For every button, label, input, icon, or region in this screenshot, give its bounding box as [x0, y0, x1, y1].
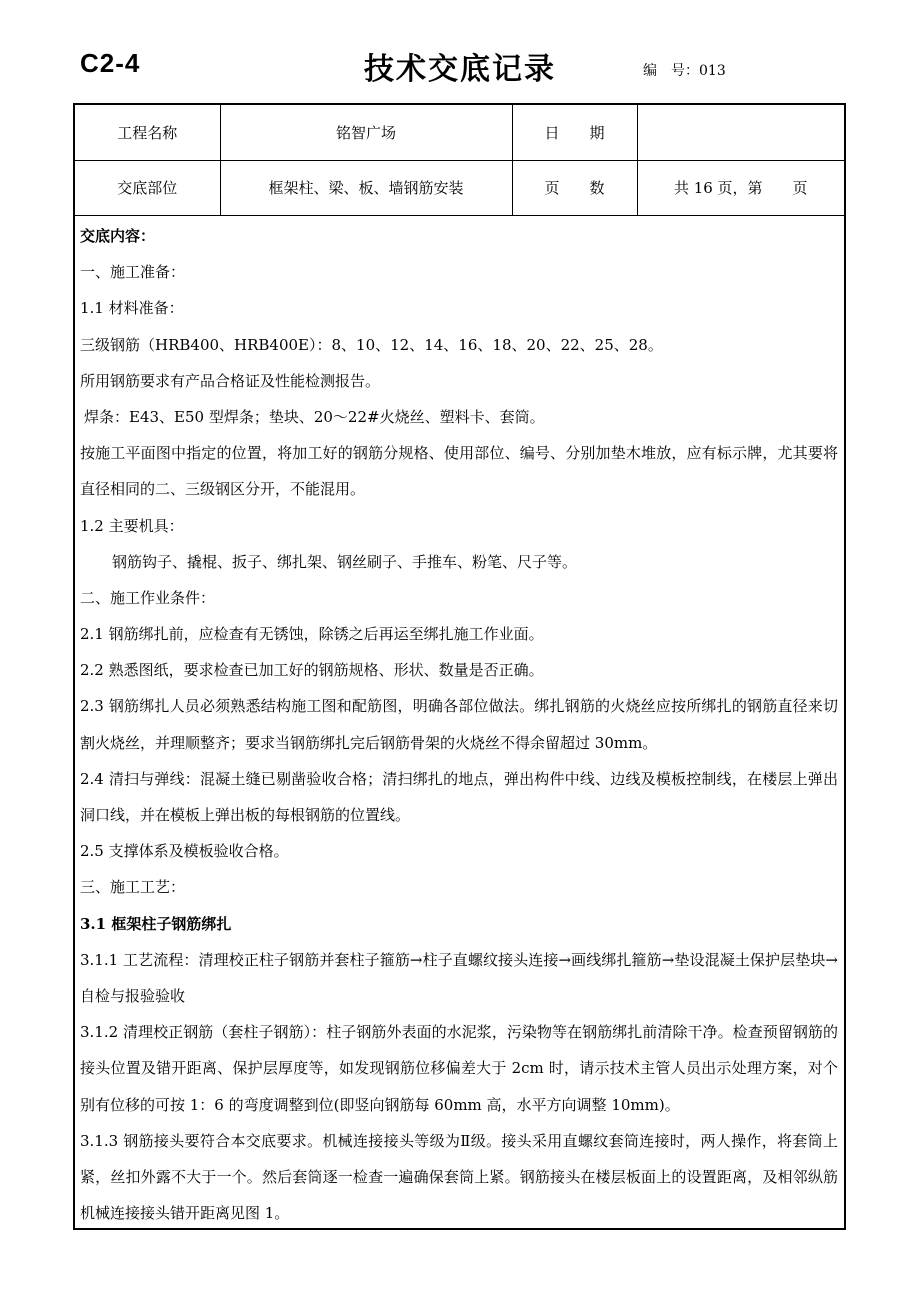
paragraph: 3.1.2 清理校正钢筋（套柱子钢筋）：柱子钢筋外表面的水泥浆，污染物等在钢筋绑扎前清除干净。检查预留钢筋的接头位置及错开距离、保护层厚度等，如发现钢筋位移偏差大于 2cm 时，请示技术主管人员出示处理方案，对个别有位移的可按 1：6 的弯度调整到位(即竖向钢筋每 60mm 高，水平方向调整 10mm)。 [80, 1023, 838, 1114]
project-name-value: 铭智广场 [220, 105, 512, 160]
subsection-heading: 3.1 框架柱子钢筋绑扎 [80, 914, 232, 933]
part-label: 交底部位 [75, 160, 220, 215]
part-value: 框架柱、梁、板、墙钢筋安装 [220, 160, 512, 215]
form-code: C2-4 [80, 48, 141, 78]
subsection-heading: 1.2 主要机具： [80, 516, 184, 535]
section-heading: 二、施工作业条件： [80, 588, 216, 607]
project-name-label: 工程名称 [75, 105, 220, 160]
paragraph: 3.1.1 工艺流程：清理校正柱子钢筋并套柱子箍筋→柱子直螺纹接头连接→画线绑扎箍筋→垫设混凝土保护层垫块→自检与报验验收 [80, 950, 838, 1006]
date-label: 日 期 [512, 105, 637, 160]
section-heading: 三、施工工艺： [80, 878, 186, 897]
paragraph: 3.1.3 钢筋接头要符合本交底要求。机械连接接头等级为Ⅱ级。接头采用直螺纹套筒连接时，两人操作，将套筒上紧，丝扣外露不大于一个。然后套筒逐一检查一遍确保套筒上紧。钢筋接头在楼层板面上的设置距离，及相邻纵筋机械连接接头错开距离见图 1。 [80, 1131, 838, 1223]
section-heading: 一、施工准备： [80, 263, 186, 282]
record-number: 编 号：013 [643, 63, 726, 79]
paragraph: 2.4 清扫与弹线：混凝土缝已剔凿验收合格；清扫绑扎的地点，弹出构件中线、边线及模板控制线，在楼层上弹出洞口线，并在模板上弹出板的每根钢筋的位置线。 [80, 769, 838, 825]
paragraph: 2.2 熟悉图纸，要求检查已加工好的钢筋规格、形状、数量是否正确。 [80, 661, 544, 680]
paragraph: 三级钢筋（HRB400、HRB400E）：8、10、12、14、16、18、20、22、25、28。 [80, 335, 663, 354]
paragraph: 按施工平面图中指定的位置，将加工好的钢筋分规格、使用部位、编号、分别加垫木堆放，应有标示牌，尤其要将直径相同的二、三级钢区分开，不能混用。 [80, 444, 838, 499]
paragraph: 钢筋钩子、撬棍、扳子、绑扎架、钢丝刷子、手推车、粉笔、尺子等。 [112, 552, 578, 571]
content-body [80, 218, 838, 1231]
date-value [637, 105, 844, 160]
paragraph: 焊条：E43、E50 型焊条；垫块、20～22#火烧丝、塑料卡、套筒。 [84, 407, 545, 426]
paragraph: 2.3 钢筋绑扎人员必须熟悉结构施工图和配筋图，明确各部位做法。绑扎钢筋的火烧丝应按所绑扎的钢筋直径来切割火烧丝，并理顺整齐；要求当钢筋绑扎完后钢筋骨架的火烧丝不得余留超过 30mm。 [80, 697, 838, 752]
pages-label: 页 数 [512, 160, 637, 215]
content-heading: 交底内容： [80, 227, 156, 245]
info-row-part [75, 160, 844, 215]
paragraph: 2.1 钢筋绑扎前，应检查有无锈蚀，除锈之后再运至绑扎施工作业面。 [80, 625, 544, 644]
record-frame [73, 103, 846, 1230]
subsection-heading: 1.1 材料准备： [80, 299, 184, 318]
info-row-project [75, 105, 844, 160]
info-table [75, 105, 844, 216]
paragraph: 所用钢筋要求有产品合格证及性能检测报告。 [80, 371, 381, 390]
paragraph: 2.5 支撑体系及模板验收合格。 [80, 842, 289, 861]
pages-value: 共 16 页，第 页 [637, 160, 844, 215]
page-title: 技术交底记录 [364, 52, 556, 87]
